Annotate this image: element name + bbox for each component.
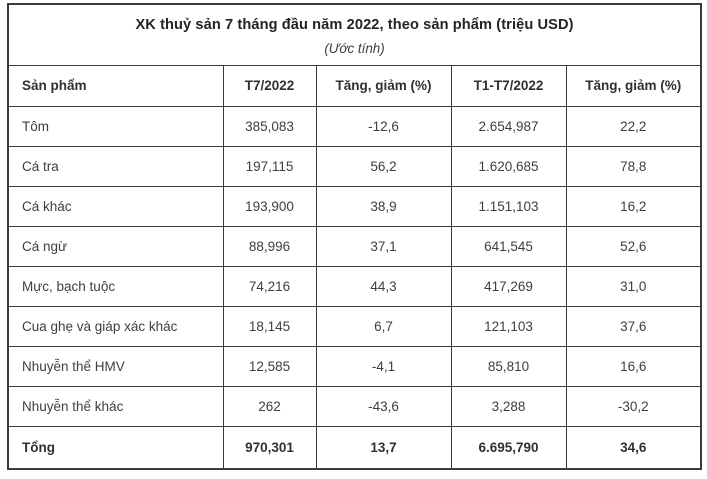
value-cell: 52,6 xyxy=(566,226,701,266)
value-cell: 88,996 xyxy=(223,226,316,266)
table-header-row xyxy=(8,65,701,106)
column-header-product: Sản phẩm xyxy=(8,65,223,106)
table-row-nhuyen-the-khac xyxy=(8,386,701,426)
product-cell: Cá ngừ xyxy=(8,226,223,266)
table-row-cua-ghe xyxy=(8,306,701,346)
product-cell: Tôm xyxy=(8,106,223,146)
product-cell: Mực, bạch tuộc xyxy=(8,266,223,306)
total-value-cell: 6.695,790 xyxy=(451,426,566,469)
value-cell: 1.151,103 xyxy=(451,186,566,226)
column-header-change-cumulative: Tăng, giảm (%) xyxy=(566,65,701,106)
seafood-export-table xyxy=(7,3,702,470)
total-label-cell: Tổng xyxy=(8,426,223,469)
column-header-t1-t7-2022: T1-T7/2022 xyxy=(451,65,566,106)
value-cell: 262 xyxy=(223,386,316,426)
value-cell: 1.620,685 xyxy=(451,146,566,186)
table-row-nhuyen-the-hmv xyxy=(8,346,701,386)
value-cell: 3,288 xyxy=(451,386,566,426)
value-cell: 16,2 xyxy=(566,186,701,226)
value-cell: 641,545 xyxy=(451,226,566,266)
value-cell: 31,0 xyxy=(566,266,701,306)
value-cell: 56,2 xyxy=(316,146,451,186)
value-cell: -4,1 xyxy=(316,346,451,386)
value-cell: 18,145 xyxy=(223,306,316,346)
table-row-tom xyxy=(8,106,701,146)
value-cell: 37,1 xyxy=(316,226,451,266)
table-total-row xyxy=(8,426,701,469)
product-cell: Cá khác xyxy=(8,186,223,226)
value-cell: 44,3 xyxy=(316,266,451,306)
value-cell: 121,103 xyxy=(451,306,566,346)
value-cell: 38,9 xyxy=(316,186,451,226)
value-cell: 193,900 xyxy=(223,186,316,226)
table-row-ca-tra xyxy=(8,146,701,186)
value-cell: 197,115 xyxy=(223,146,316,186)
value-cell: -30,2 xyxy=(566,386,701,426)
product-cell: Nhuyễn thể HMV xyxy=(8,346,223,386)
column-header-change-month: Tăng, giảm (%) xyxy=(316,65,451,106)
product-cell: Cá tra xyxy=(8,146,223,186)
product-cell: Cua ghẹ và giáp xác khác xyxy=(8,306,223,346)
value-cell: 12,585 xyxy=(223,346,316,386)
value-cell: 2.654,987 xyxy=(451,106,566,146)
total-value-cell: 34,6 xyxy=(566,426,701,469)
table-title: XK thuỷ sản 7 tháng đầu năm 2022, theo sản phẩm (triệu USD) xyxy=(135,16,574,33)
column-header-t7-2022: T7/2022 xyxy=(223,65,316,106)
value-cell: 22,2 xyxy=(566,106,701,146)
table-row-ca-ngu xyxy=(8,226,701,266)
table-title-row xyxy=(8,4,701,65)
table-row-muc-bach-tuoc xyxy=(8,266,701,306)
value-cell: 385,083 xyxy=(223,106,316,146)
total-value-cell: 970,301 xyxy=(223,426,316,469)
total-value-cell: 13,7 xyxy=(316,426,451,469)
title-cell xyxy=(8,4,701,65)
value-cell: -12,6 xyxy=(316,106,451,146)
product-cell: Nhuyễn thể khác xyxy=(8,386,223,426)
value-cell: 37,6 xyxy=(566,306,701,346)
value-cell: 85,810 xyxy=(451,346,566,386)
table-subtitle: (Ước tính) xyxy=(324,40,385,56)
value-cell: 16,6 xyxy=(566,346,701,386)
value-cell: 78,8 xyxy=(566,146,701,186)
table-row-ca-khac xyxy=(8,186,701,226)
value-cell: -43,6 xyxy=(316,386,451,426)
value-cell: 74,216 xyxy=(223,266,316,306)
value-cell: 417,269 xyxy=(451,266,566,306)
value-cell: 6,7 xyxy=(316,306,451,346)
